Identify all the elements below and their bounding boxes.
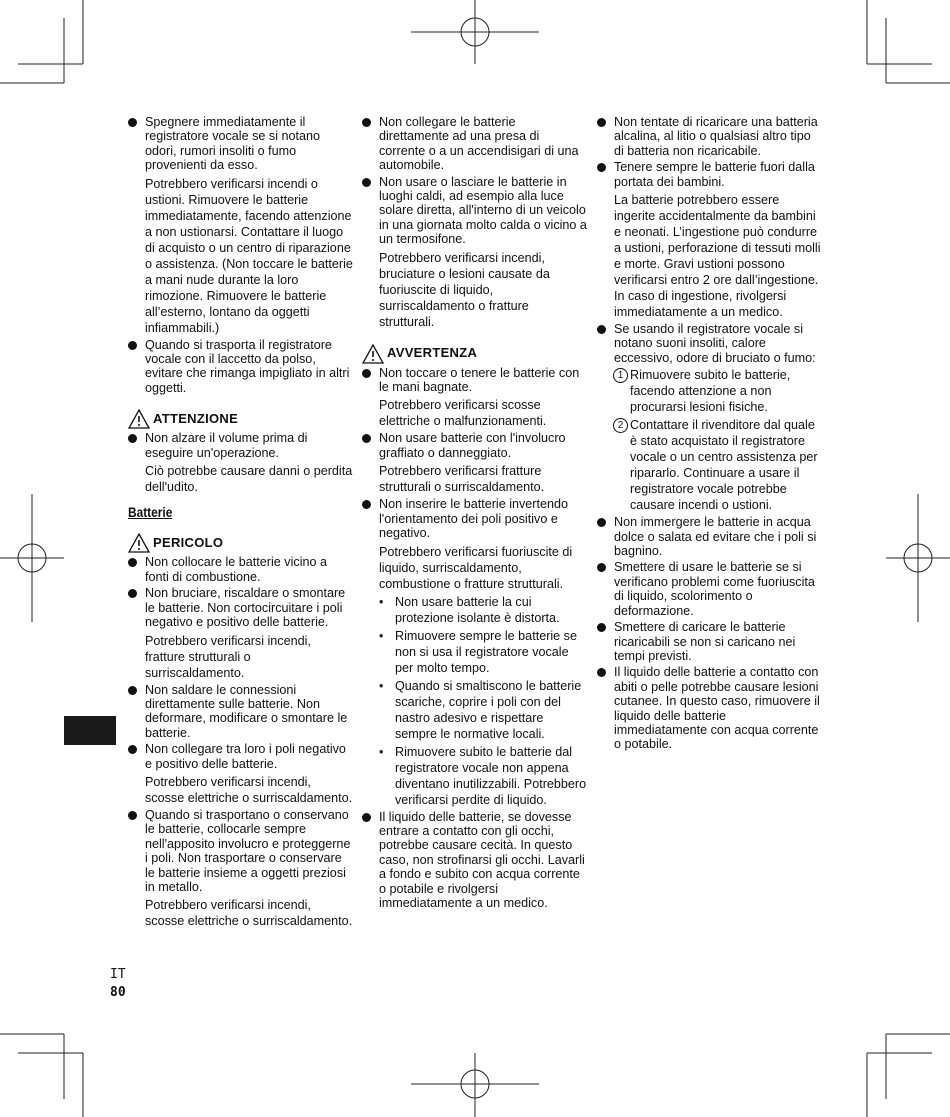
warning-triangle-icon [128, 533, 150, 553]
section-title: Batterie [128, 504, 173, 521]
heading-avvertenza [362, 344, 587, 364]
column-3 [597, 113, 822, 752]
numbered-step [597, 417, 822, 513]
bullet-item: Non saldare le connessioni direttamente sulle batterie. Non deformare, modificare o smontare le batterie. [128, 683, 353, 741]
bullet-note: Potrebbero verificarsi fuoriuscite di liquido, surriscaldamento, combustione o fratture strutturali. [379, 544, 573, 591]
sub-bullet-item: • Non usare batterie la cui protezione isolante è distorta. [362, 594, 587, 626]
bullet-note: Potrebbero verificarsi incendi, scosse elettriche o surriscaldamento. [145, 898, 353, 929]
step-number-circle: 1 [613, 368, 628, 383]
bullet-item: Quando si trasportano o conservano le batterie, collocarle sempre nell'apposito involucro e proteggerne i poli. Non trasportare o conservare le batterie insieme a oggetti preziosi in metallo. [128, 808, 353, 894]
bullet-item: Non tentate di ricaricare una batteria alcalina, al litio o qualsiasi altro tipo di batteria non ricaricabile. [597, 115, 822, 158]
heading-attenzione [128, 409, 353, 429]
bullet-note: Potrebbero verificarsi scosse elettriche o malfunzionamenti. [379, 398, 547, 429]
bullet-item: Non usare o lasciare le batterie in luoghi caldi, ad esempio alla luce solare diretta, all'interno di un veicolo in una giornata molto calda o vicino a un termosifone. [362, 175, 587, 247]
sub-bullet-item: • Rimuovere subito le batterie dal registratore vocale non appena diventano inutilizzabili. Potrebbero verificarsi perdite di liquido. [362, 744, 587, 808]
bullet-item: Quando si trasporta il registratore vocale con il laccetto da polso, evitare che rimanga impigliato in altri oggetti. [128, 338, 353, 396]
column-2 [362, 113, 587, 910]
warning-triangle-icon [128, 409, 150, 429]
bullet-item: Smettere di usare le batterie se si verificano problemi come fuoriuscita di liquido, scolorimento o deformazione. [597, 560, 822, 618]
bullet-item: Se usando il registratore vocale si notano suoni insoliti, calore eccessivo, odore di bruciato o fumo: [597, 322, 822, 365]
heading-label: ATTENZIONE [153, 411, 239, 427]
bullet-item: Non inserire le batterie invertendo l'orientamento dei poli positivo e negativo. [362, 497, 587, 540]
bullet-note: Potrebbero verificarsi incendi o ustioni. Rimuovere le batterie immediatamente, facendo attenzione a non ustionarsi. Contattare il luogo di acquisto o un centro di riparazione o assistenza. (Non toccare le batterie a mani nude durante la loro rimozione. Rimuovere le batterie all’esterno, lontano da oggetti infiammabili.) [145, 176, 353, 335]
bullet-note: La batterie potrebbero essere ingerite accidentalmente da bambini e neonati. L’ingestione può condurre a ustioni, perforazione di tessuti molli e morte. Gravi ustioni possono verificarsi entro 2 ore dall’ingestione. In caso di ingestione, rivolgersi immediatamente a un medico. [614, 193, 821, 320]
heading-pericolo [128, 533, 353, 553]
bullet-item: Smettere di caricare le batterie ricaricabili se non si caricano nei tempi previsti. [597, 620, 822, 663]
bullet-item: Non collegare tra loro i poli negativo e positivo delle batterie. [128, 742, 353, 771]
heading-label: PERICOLO [153, 535, 224, 551]
numbered-step [597, 367, 822, 415]
bullet-item: Non toccare o tenere le batterie con le mani bagnate. [362, 366, 587, 395]
column-1 [128, 113, 353, 929]
step-number-circle: 2 [613, 418, 628, 433]
page-number: 80 [110, 985, 126, 1000]
bullet-item: Il liquido delle batterie, se dovesse entrare a contatto con gli occhi, potrebbe causare cecità. In questo caso, non strofinarsi gli occhi. Lavarli a fondo e subito con acqua corrente o potabile e rivolgersi immediatamente a un medico. [362, 810, 587, 911]
heading-label: AVVERTENZA [387, 345, 478, 361]
warning-triangle-icon [362, 344, 384, 364]
bullet-item: Spegnere immediatamente il registratore vocale se si notano odori, rumori insoliti o fumo provenienti da esso. [128, 115, 353, 173]
sub-bullet-item: • Quando si smaltiscono le batterie scariche, coprire i poli con del nastro adesivo e rispettare sempre le normative locali. [362, 678, 587, 742]
bullet-note: Potrebbero verificarsi fratture strutturali o surriscaldamento. [379, 464, 545, 495]
sub-bullet-item: • Rimuovere sempre le batterie se non si usa il registratore vocale per molto tempo. [362, 628, 587, 676]
bullet-note: Potrebbero verificarsi incendi, scosse elettriche o surriscaldamento. [145, 774, 353, 805]
section-tab [64, 716, 116, 745]
bullet-item: Non alzare il volume prima di eseguire un'operazione. [128, 431, 353, 460]
bullet-note: Ciò potrebbe causare danni o perdita dell'udito. [145, 464, 353, 495]
step-text: Rimuovere subito le batterie, facendo attenzione a non procurarsi lesioni fisiche. [630, 368, 791, 415]
bullet-note: Potrebbero verificarsi incendi, fratture strutturali o surriscaldamento. [145, 633, 311, 680]
bullet-item: Non collocare le batterie vicino a fonti di combustione. [128, 555, 353, 584]
bullet-item: Tenere sempre le batterie fuori dalla portata dei bambini. [597, 160, 822, 189]
bullet-item: Non collegare le batterie direttamente ad una presa di corrente o a un accendisigari di una automobile. [362, 115, 587, 173]
page-language: IT [110, 967, 126, 982]
bullet-item: Il liquido delle batterie a contatto con abiti o pelle potrebbe causare lesioni cutanee. In questo caso, rimuovere il liquido delle batterie immediatamente con acqua corrente o potabile. [597, 665, 822, 751]
bullet-note: Potrebbero verificarsi incendi, bruciature o lesioni causate da fuoriuscite di liquido, surriscaldamento o fratture strutturali. [379, 250, 550, 329]
bullet-item: Non immergere le batterie in acqua dolce o salata ed evitare che i poli si bagnino. [597, 515, 822, 558]
bullet-item: Non bruciare, riscaldare o smontare le batterie. Non cortocircuitare i poli negativo e positivo delle batterie. [128, 586, 353, 629]
step-text: Contattare il rivenditore dal quale è stato acquistato il registratore vocale o un centro assistenza per ripararlo. Continuare a usare il registratore vocale potrebbe causare incendi o ustioni. [630, 418, 818, 513]
bullet-item: Non usare batterie con l'involucro graffiato o danneggiato. [362, 431, 587, 460]
